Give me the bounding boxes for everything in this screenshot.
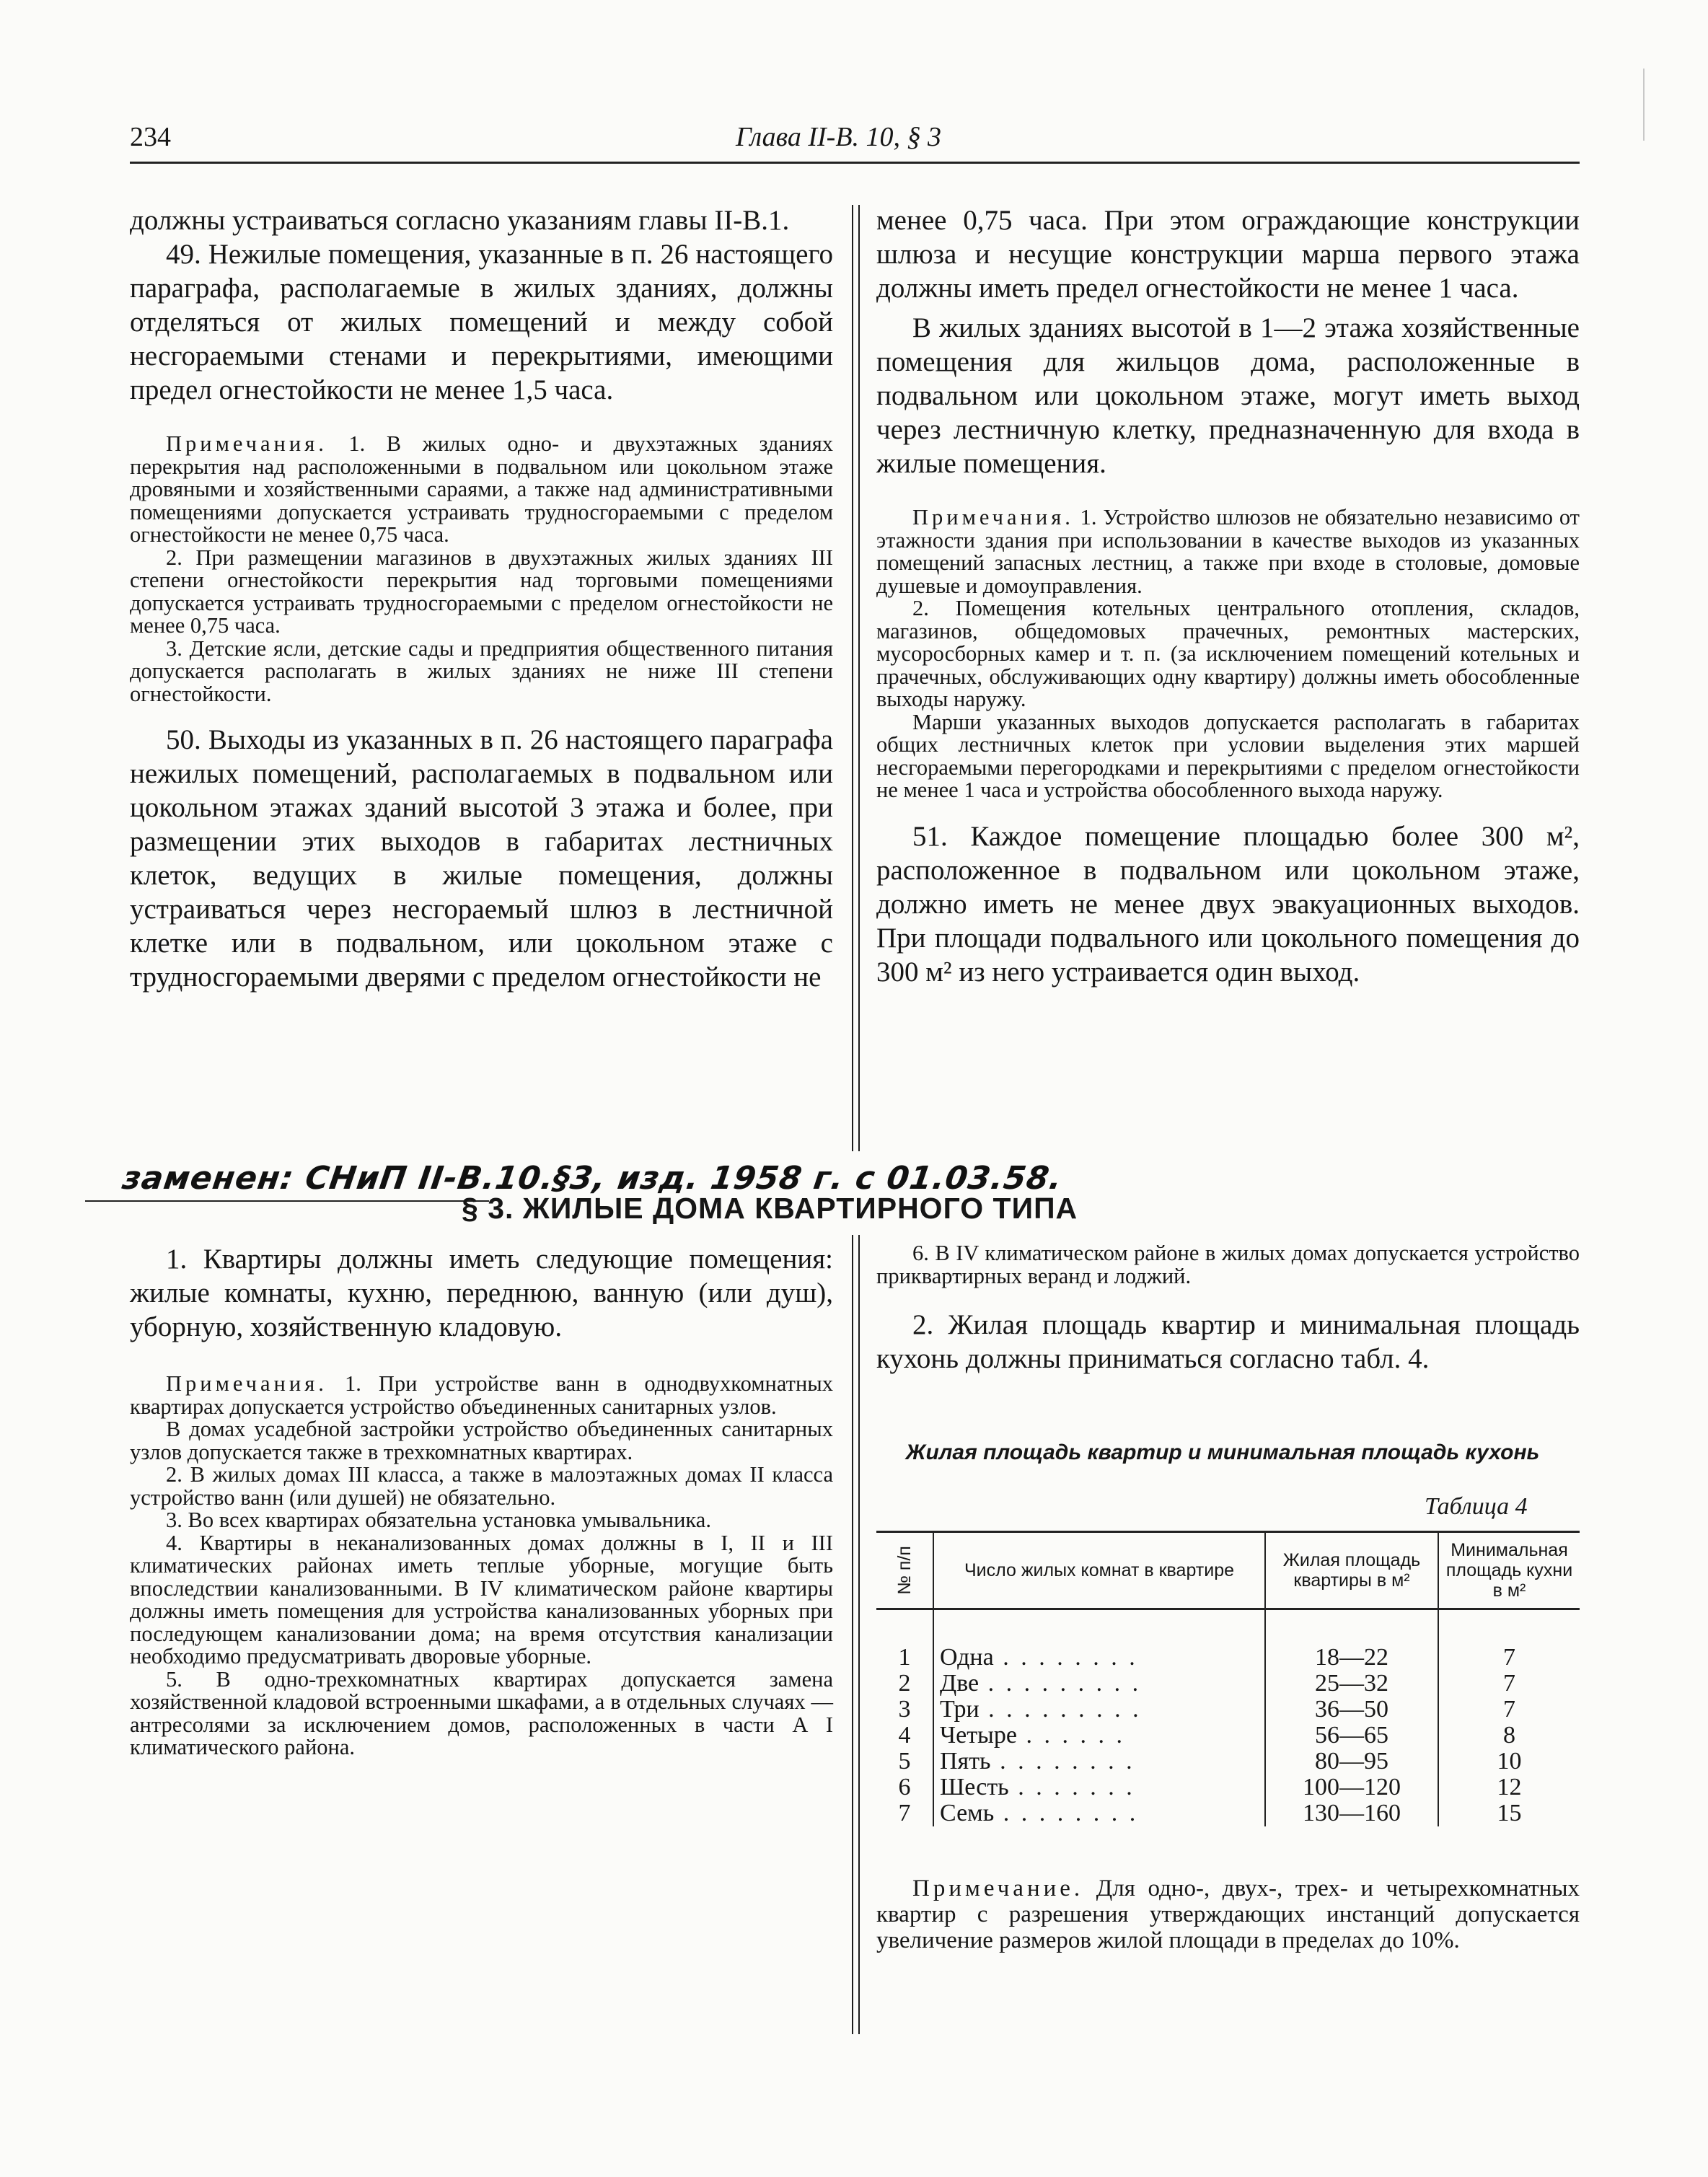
header-kitchen-area: Минимальная площадь кухни в м²	[1438, 1532, 1580, 1609]
table-note-block	[876, 1875, 1580, 1953]
column-rule-top-a	[852, 205, 853, 1151]
row-living-area: 100—120	[1265, 1774, 1438, 1800]
row-living-area: 130—160	[1265, 1800, 1438, 1826]
row-kitchen-area: 7	[1438, 1697, 1580, 1723]
row-number: 2	[898, 1670, 911, 1697]
table-row	[876, 1697, 1580, 1723]
paragraph-residential: В жилых зданиях высотой в 1—2 этажа хозяйственные помещения для жильцов дома, расположенные в подвальном или цокольном этаже, могут иметь выход через лестничную клетку, предназначенную для входа в жилые помещения.	[876, 312, 1580, 479]
leader-dots: . . . . . . . . .	[979, 1696, 1142, 1723]
leader-dots: . . . . . . . .	[993, 1644, 1138, 1671]
leader-dots: . . . . . . . .	[990, 1748, 1135, 1774]
row-kitchen-area: 7	[1438, 1609, 1580, 1671]
note-1-bottom: 1. При устройстве ванн в однодвухкомнатных квартирах допускается устройство объединенных санитарных узлов.	[130, 1371, 834, 1419]
table-row	[876, 1671, 1580, 1697]
notes-block-1	[130, 1373, 833, 1759]
row-living-area: 80—95	[1265, 1749, 1438, 1774]
header-living-area: Жилая площадь квартиры в м²	[1265, 1532, 1438, 1609]
note-1b-bottom: В домах усадебной застройки устройство объединенных санитарных узлов допускается также в трехкомнатных квартирах.	[130, 1417, 833, 1464]
page-number: 234	[130, 122, 171, 152]
note-1-right: 1. Устройство шлюзов не обязательно независимо от этажности здания при использовании в качестве выходов из указанных помещений запасных лестниц, а также при входе в столовые, домовые душевые и домоуправления.	[876, 505, 1580, 598]
top-left-column	[130, 203, 833, 994]
notes-label-bottom: Примечания.	[166, 1371, 327, 1396]
row-number: 5	[898, 1748, 911, 1774]
paragraph-50: 50. Выходы из указанных в п. 26 настоящего параграфа нежилых помещений, располагаемых в подвальном или цокольном этажах зданий высотой 3 этажа и более, при размещении этих выходов в габаритах лестничных клеток, ведущих в жилые помещения, должны устраиваться через несгораемый шлюз в лестничной клетке или в подвальном, или цокольном этаже с трудносгораемыми дверями с пределом огнестойкости не	[130, 724, 833, 993]
row-rooms: Три . . . . . . . . .	[933, 1697, 1265, 1723]
note-2-bottom: 2. В жилых домах III класса, а также в малоэтажных домах II класса устройство ванн (или душей) не обязательно.	[130, 1462, 833, 1510]
bottom-right-column-top	[876, 1242, 1580, 1376]
paragraph-51: 51. Каждое помещение площадью более 300 м², расположенное в подвальном или цокольном этаже, должно иметь не менее двух эвакуационных выходов. При площади подвального или цокольного помещения до 300 м² из него устраивается один выход.	[876, 820, 1580, 988]
table-row	[876, 1723, 1580, 1749]
header-rooms: Число жилых комнат в квартире	[933, 1532, 1265, 1609]
table-4	[876, 1531, 1580, 1826]
row-rooms: Одна . . . . . . . .	[933, 1609, 1265, 1671]
column-rule-bottom-b	[858, 1235, 860, 2034]
row-kitchen-area: 15	[1438, 1800, 1580, 1826]
note-1: 1. В жилых одно- и двухэтажных зданиях перекрытия над расположенными в подвальном или цокольном этаже дровяными и хозяйственными сараями, а также над административными помещениями допускается устраивать трудносгораемыми с пределом огнестойкости не менее 0,75 часа.	[130, 431, 833, 547]
note-4-bottom: 4. Квартиры в неканализованных домах должны в I, II и III климатических районах иметь теплые уборные, могущие быть впоследствии канализованными. В IV климатическом районе квартиры должны иметь помещения для устройства канализованных уборных при последующем канализовании дома; на время отсутствия канализации необходимо предусматривать дворовые уборные.	[130, 1530, 833, 1668]
header-number: № п/п	[876, 1532, 933, 1609]
handwritten-underline	[85, 1200, 489, 1202]
section-title: § 3. ЖИЛЫЕ ДОМА КВАРТИРНОГО ТИПА	[462, 1192, 1078, 1225]
running-title: Глава II-В. 10, § 3	[736, 122, 942, 152]
page-header	[130, 121, 1580, 164]
table-row	[876, 1749, 1580, 1774]
row-living-area: 56—65	[1265, 1723, 1438, 1749]
row-number: 3	[898, 1696, 911, 1723]
row-living-area: 36—50	[1265, 1697, 1438, 1723]
row-rooms: Две . . . . . . . . .	[933, 1671, 1265, 1697]
row-rooms: Пять . . . . . . . .	[933, 1749, 1265, 1774]
table-header-row	[876, 1532, 1580, 1609]
note-3-bottom: 3. Во всех квартирах обязательна установка умывальника.	[166, 1508, 711, 1532]
row-kitchen-area: 8	[1438, 1723, 1580, 1749]
paragraph-continued-right: менее 0,75 часа. При этом ограждающие конструкции шлюза и несущие конструкции марша первого этажа должны иметь предел огнестойкости не менее 1 часа.	[876, 205, 1580, 304]
margin-mark	[1643, 69, 1645, 141]
note-6-bottom: 6. В IV климатическом районе в жилых домах допускается устройство приквартирных веранд и лоджий.	[876, 1241, 1580, 1288]
row-rooms: Шесть . . . . . . .	[933, 1774, 1265, 1800]
handwritten-annotation: заменен: СНиП II-В.10.§3, изд. 1958 г. с 01.03.58.	[120, 1160, 1065, 1197]
table-row	[876, 1609, 1580, 1671]
table-note: Для одно-, двух-, трех- и четырехкомнатных квартир с разрешения утверждающих инстанций допускается увеличение размеров жилой площади в пределах до 10%.	[876, 1875, 1580, 1953]
table-label: Таблица 4	[1425, 1493, 1528, 1520]
row-kitchen-area: 7	[1438, 1671, 1580, 1697]
table-note-label: Примечание.	[912, 1875, 1084, 1901]
row-rooms: Четыре . . . . . .	[933, 1723, 1265, 1749]
table-row	[876, 1774, 1580, 1800]
leader-dots: . . . . . .	[1016, 1722, 1125, 1749]
row-number: 1	[898, 1644, 911, 1671]
note-3: 3. Детские ясли, детские сады и предприятия общественного питания допускается располагать в жилых зданиях не ниже III степени огнестойкости.	[130, 635, 833, 706]
column-rule-bottom-a	[852, 1235, 853, 2034]
row-living-area: 18—22	[1265, 1609, 1438, 1671]
notes-block-49	[130, 433, 833, 705]
notes-block-right	[876, 506, 1580, 802]
row-kitchen-area: 10	[1438, 1749, 1580, 1774]
table-caption: Жилая площадь квартир и минимальная площадь кухонь	[905, 1441, 1540, 1464]
paragraph-49: 49. Нежилые помещения, указанные в п. 26 настоящего параграфа, располагаемые в жилых зданиях, должны отделяться от жилых помещений и между собой несгораемыми стенами и перекрытиями, имеющими предел огнестойкости не менее 1,5 часа.	[130, 239, 833, 405]
row-living-area: 25—32	[1265, 1671, 1438, 1697]
bottom-left-column	[130, 1242, 833, 1759]
note-2: 2. При размещении магазинов в двухэтажных жилых зданиях III степени огнестойкости перекрытия над торговыми помещениями допускается устраивать трудносгораемыми с пределом огнестойкости не менее 0,75 часа.	[130, 545, 833, 638]
row-number: 7	[898, 1800, 911, 1826]
row-number: 4	[898, 1722, 911, 1749]
leader-dots: . . . . . . . .	[994, 1800, 1139, 1826]
row-kitchen-area: 12	[1438, 1774, 1580, 1800]
note-2-right: 2. Помещения котельных центрального отопления, складов, магазинов, общедомовых прачечных, ремонтных мастерских, мусоросборных камер и т. п. (за исключением помещений котельных и прачечных, обслуживающих одну квартиру) должны иметь обособленные выходы наружу.	[876, 596, 1580, 711]
table-row	[876, 1800, 1580, 1826]
row-rooms: Семь . . . . . . . .	[933, 1800, 1265, 1826]
top-right-column	[876, 203, 1580, 989]
note-2b-right: Марши указанных выходов допускается располагать в габаритах общих лестничных клеток при условии выделения этих маршей несгораемыми перегородками и перекрытиями с пределом огнестойкости не менее 1 часа и устройства обособленного выхода наружу.	[876, 709, 1580, 802]
row-number: 6	[898, 1774, 911, 1800]
paragraph-1: 1. Квартиры должны иметь следующие помещения: жилые комнаты, кухню, переднюю, ванную (или душ), уборную, хозяйственную кладовую.	[130, 1244, 833, 1342]
notes-label-right: Примечания.	[912, 505, 1074, 529]
column-rule-top-b	[858, 205, 860, 1151]
note-5-bottom: 5. В одно-трехкомнатных квартирах допускается замена хозяйственной кладовой встроенными шкафами, а в отдельных случаях — антресолями за исключением домов, расположенных в части А I климатического района.	[130, 1666, 833, 1759]
paragraph-continued: должны устраиваться согласно указаниям главы II-В.1.	[130, 205, 790, 236]
paragraph-2: 2. Жилая площадь квартир и минимальная площадь кухонь должны приниматься согласно табл. 4.	[876, 1309, 1580, 1374]
leader-dots: . . . . . . .	[1008, 1774, 1135, 1800]
notes-label: Примечания.	[166, 431, 327, 456]
leader-dots: . . . . . . . . .	[979, 1670, 1142, 1697]
